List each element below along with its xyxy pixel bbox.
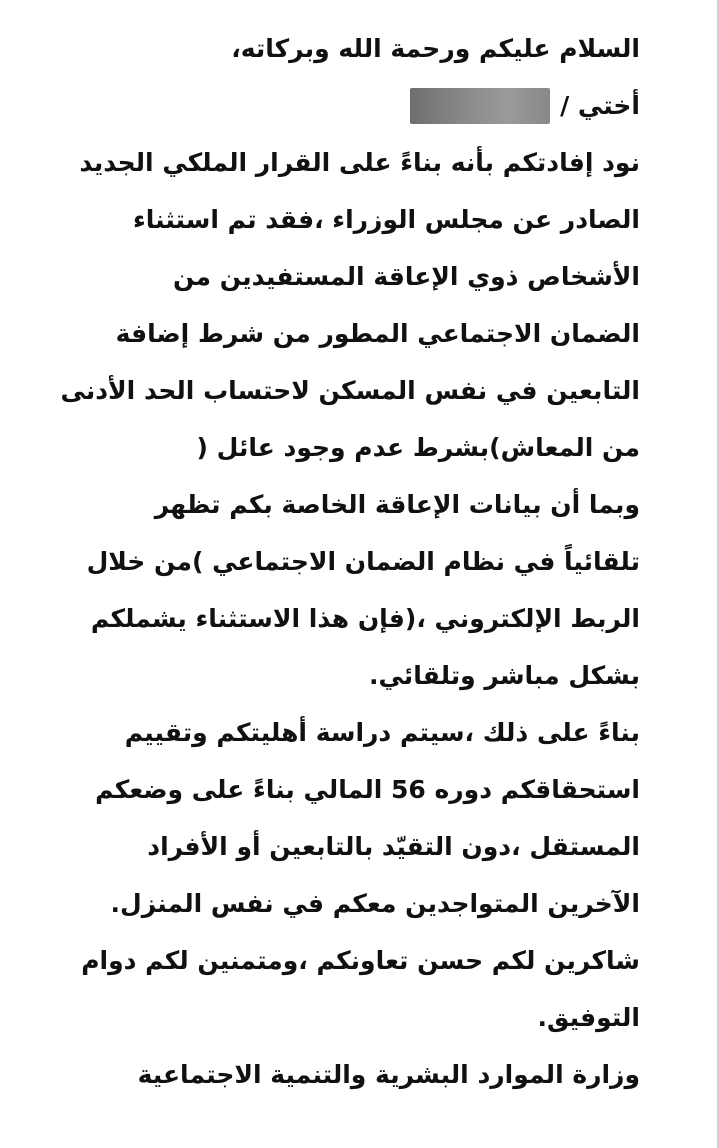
body-line: الآخرين المتواجدين معكم في نفس المنزل. — [110, 889, 640, 918]
body-line: استحقاقكم دوره 56 المالي بناءً على وضعكم — [95, 775, 640, 804]
body-line: المستقل ،دون التقيّد بالتابعين أو الأفراد — [147, 832, 640, 861]
body-line: وبما أن بيانات الإعاقة الخاصة بكم تظهر — [154, 490, 640, 519]
signature-line: وزارة الموارد البشرية والتنمية الاجتماعية — [137, 1060, 640, 1089]
body-line: تلقائياً في نظام الضمان الاجتماعي )من خلال — [86, 547, 640, 576]
body-line: بشكل مباشر وتلقائي. — [369, 661, 640, 690]
body-line: شاكرين لكم حسن تعاونكم ،ومتمنين لكم دوام — [81, 946, 640, 975]
redacted-name-block — [410, 88, 550, 124]
body-line: الصادر عن مجلس الوزراء ،فقد تم استثناء — [132, 205, 640, 234]
body-line: نود إفادتكم بأنه بناءً على القرار الملكي الجديد — [79, 148, 640, 177]
body-line: بناءً على ذلك ،سيتم دراسة أهليتكم وتقييم — [124, 718, 640, 747]
recipient-line — [40, 77, 640, 134]
body-line: من المعاش)بشرط عدم وجود عائل ( — [196, 433, 640, 462]
body-line: الضمان الاجتماعي المطور من شرط إضافة — [115, 319, 640, 348]
body-line: الأشخاص ذوي الإعاقة المستفيدين من — [173, 262, 640, 291]
body-line: التابعين في نفس المسكن لاحتساب الحد الأدنى — [60, 376, 640, 405]
recipient-label: أختي / — [560, 91, 640, 120]
body-line: التوفيق. — [537, 1003, 640, 1032]
letter-body — [40, 20, 640, 1103]
greeting-line: السلام عليكم ورحمة الله وبركاته، — [231, 34, 640, 63]
body-line: الربط الإلكتروني ،(فإن هذا الاستثناء يشملكم — [90, 604, 640, 633]
